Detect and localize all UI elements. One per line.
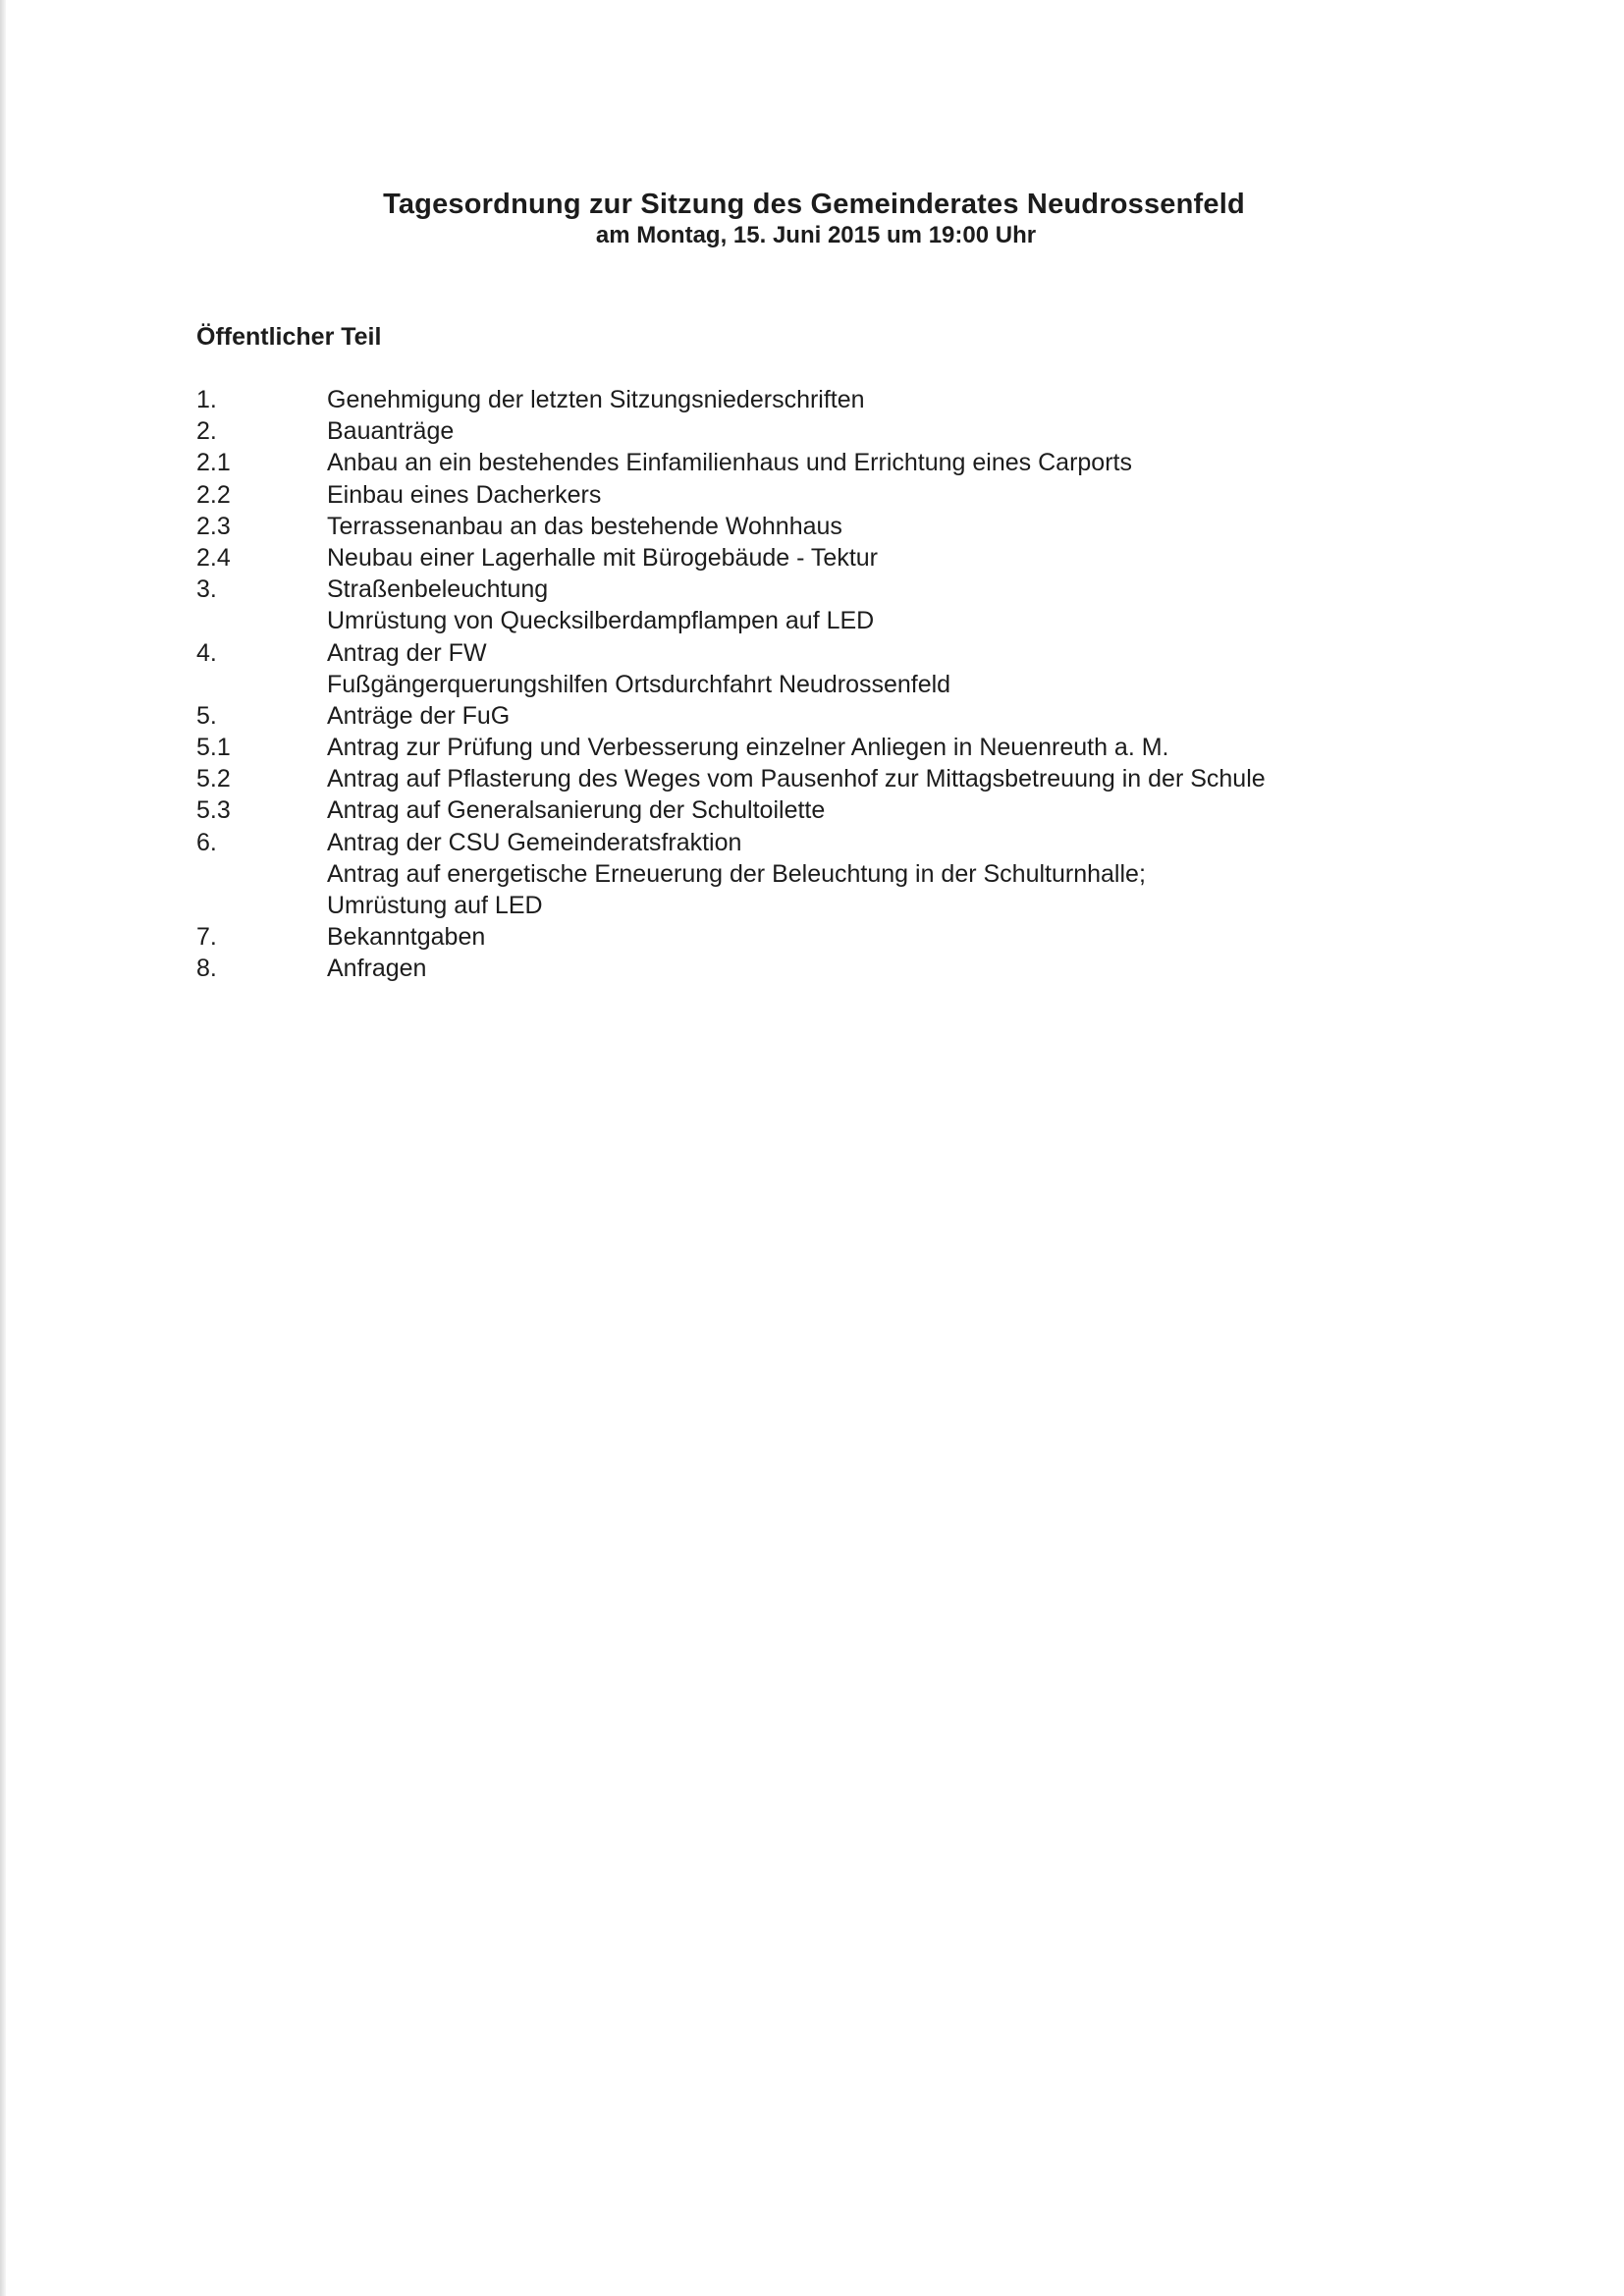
agenda-item-text: Antrag auf Pflasterung des Weges vom Pausenhof zur Mittagsbetreuung in der Schule — [327, 765, 1266, 793]
agenda-item-number: 3. — [196, 575, 217, 604]
document-title: Tagesordnung zur Sitzung des Gemeinderates Neudrossenfeld — [383, 189, 1245, 220]
agenda-item-text: Antrag auf Generalsanierung der Schultoilette — [327, 796, 826, 825]
agenda-item — [196, 700, 1473, 732]
agenda-item — [196, 669, 1473, 700]
agenda-item-number: 8. — [196, 955, 217, 983]
agenda-item — [196, 794, 1473, 826]
agenda-item — [196, 953, 1473, 984]
section-heading: Öffentlicher Teil — [196, 323, 382, 351]
agenda-item-number: 2.2 — [196, 480, 231, 509]
agenda-item-number: 1. — [196, 386, 217, 413]
agenda-item-number: 6. — [196, 828, 217, 856]
agenda-item-number: 5.1 — [196, 734, 231, 762]
agenda-item-text: Neubau einer Lagerhalle mit Bürogebäude - Tektur — [327, 543, 879, 572]
agenda-item — [196, 479, 1473, 511]
agenda-list — [196, 384, 1473, 985]
scan-edge-shadow — [0, 0, 6, 2296]
agenda-item-text: Antrag der FW — [327, 638, 487, 667]
agenda-item-text: Anbau an ein bestehendes Einfamilienhaus und Errichtung eines Carports — [327, 449, 1132, 477]
agenda-item-text: Antrag zur Prüfung und Verbesserung einzelner Anliegen in Neuenreuth a. M. — [327, 734, 1169, 762]
agenda-item — [196, 637, 1473, 669]
agenda-item — [196, 827, 1473, 858]
agenda-item-number: 7. — [196, 923, 217, 952]
agenda-item — [196, 921, 1473, 953]
agenda-item-text: Genehmigung der letzten Sitzungsniederschriften — [327, 386, 865, 413]
agenda-item — [196, 605, 1473, 636]
agenda-item — [196, 384, 1473, 415]
agenda-item-number: 5. — [196, 701, 217, 730]
agenda-item-number — [196, 858, 327, 890]
agenda-item — [196, 415, 1473, 447]
agenda-item-text: Umrüstung auf LED — [327, 892, 543, 919]
agenda-item — [196, 511, 1473, 542]
agenda-item-number — [196, 890, 327, 921]
agenda-item-text: Straßenbeleuchtung — [327, 575, 549, 604]
agenda-item-text: Antrag der CSU Gemeinderatsfraktion — [327, 828, 742, 856]
agenda-item-text: Fußgängerquerungshilfen Ortsdurchfahrt Neudrossenfeld — [327, 670, 951, 698]
agenda-item — [196, 763, 1473, 794]
agenda-item-text: Terrassenanbau an das bestehende Wohnhaus — [327, 512, 842, 540]
agenda-item-number: 2.3 — [196, 512, 231, 540]
agenda-item-number: 4. — [196, 638, 217, 667]
agenda-item-number: 5.3 — [196, 796, 231, 825]
agenda-item-number: 2.4 — [196, 543, 231, 572]
agenda-item-text: Bekanntgaben — [327, 923, 486, 952]
agenda-item — [196, 447, 1473, 478]
agenda-item — [196, 574, 1473, 605]
agenda-item-number: 2.1 — [196, 449, 231, 477]
document-header — [0, 187, 1624, 249]
agenda-item-number: 2. — [196, 417, 217, 446]
agenda-item-text: Anfragen — [327, 955, 427, 983]
agenda-item — [196, 542, 1473, 574]
agenda-item-text: Antrag auf energetische Erneuerung der Beleuchtung in der Schulturnhalle; — [327, 859, 1146, 888]
agenda-item-text: Einbau eines Dacherkers — [327, 480, 602, 509]
agenda-item-text: Bauanträge — [327, 417, 455, 446]
agenda-item-number — [196, 605, 327, 636]
agenda-item-text: Anträge der FuG — [327, 701, 511, 730]
agenda-item-number — [196, 669, 327, 700]
agenda-item-text: Umrüstung von Quecksilberdampflampen auf LED — [327, 607, 875, 635]
agenda-item — [196, 732, 1473, 763]
agenda-item-number: 5.2 — [196, 765, 231, 793]
agenda-item — [196, 890, 1473, 921]
document-subtitle: am Montag, 15. Juni 2015 um 19:00 Uhr — [595, 222, 1037, 248]
agenda-item — [196, 858, 1473, 890]
